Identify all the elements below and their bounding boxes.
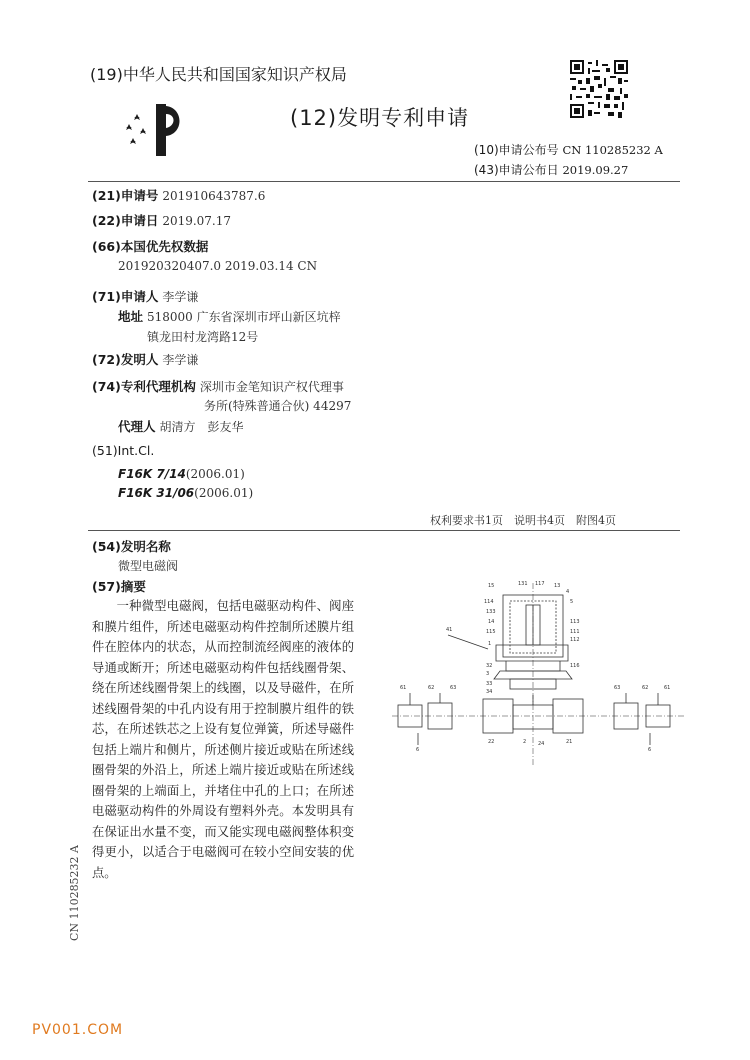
svg-text:13: 13 [554, 583, 561, 589]
svg-text:24: 24 [538, 741, 545, 747]
svg-text:62: 62 [428, 685, 435, 691]
document-type-title: (12)发明专利申请 [290, 106, 470, 130]
application-number-label: (21)申请号 [92, 188, 159, 203]
publication-number-row [474, 141, 663, 158]
ipc-row-2 [118, 482, 253, 501]
side-publication-number: CN 110285232 A [68, 845, 81, 941]
ipc-code-2: F16K 31/06 [118, 486, 195, 500]
cnipa-emblem-logo [118, 100, 188, 160]
svg-text:1: 1 [488, 641, 492, 647]
svg-text:32: 32 [486, 663, 493, 669]
ipc-label-text: (51)Int.Cl. [92, 443, 155, 458]
svg-text:3: 3 [486, 671, 490, 677]
publication-date-row [474, 161, 628, 178]
applicant-row [92, 287, 198, 305]
address-row [118, 307, 341, 325]
priority-label [92, 237, 208, 255]
ipc-row-1 [118, 463, 245, 482]
svg-text:63: 63 [614, 685, 621, 691]
header-divider [88, 181, 680, 182]
agent-label: 代理人 [118, 419, 156, 434]
agency-label: (74)专利代理机构 [92, 379, 196, 394]
priority-data: 201920320407.0 2019.03.14 CN [118, 259, 318, 273]
inventor: 李学谦 [162, 353, 199, 367]
svg-text:33: 33 [486, 681, 493, 687]
abstract-text: 一种微型电磁阀，包括电磁驱动构件、阀座和膜片组件，所述电磁驱动构件控制所述膜片组件在腔体内的状态，从而控制流经阀座的液体的导通或断开；所述电磁驱动构件包括线圈骨架、绕在所述线圈骨架上的线圈，以及导磁件，在所述线圈骨架的中孔内设有用于控制膜片组件的铁芯，在所述铁芯之上设有复位弹簧，所述导磁件包括上端片和侧片，所述侧片接近或贴在所述线圈骨架的外沿上，所述上端片接近或贴在所述线圈骨架的上端面上，并堵住中孔的上口；在所述电磁驱动构件的外周设有塑料外壳。本发明具有在保证出水量不变，而又能实现电磁阀整体积变得更小，以适合于电磁阀可在较小空间安装的优点。 [92, 599, 354, 880]
publication-date: 2019.09.27 [562, 163, 629, 177]
svg-text:115: 115 [486, 629, 496, 635]
application-date-label: (22)申请日 [92, 213, 159, 228]
svg-text:6: 6 [416, 747, 420, 753]
publication-date-label: (43)申请公布日 [474, 163, 559, 177]
ipc-label [92, 443, 154, 458]
ipc-version-1: (2006.01) [185, 467, 245, 481]
svg-text:2: 2 [523, 739, 527, 745]
svg-text:111: 111 [570, 629, 580, 635]
agency-line-1: 深圳市金笔知识产权代理事 [199, 380, 344, 394]
invention-title: 微型电磁阀 [118, 559, 179, 573]
svg-text:14: 14 [488, 619, 495, 625]
svg-text:5: 5 [570, 599, 574, 605]
application-number-row [92, 186, 265, 204]
invention-title-label-text: (54)发明名称 [92, 539, 171, 554]
address-line-2: 镇龙田村龙湾路12号 [147, 330, 259, 344]
svg-text:34: 34 [486, 689, 493, 695]
application-date-row [92, 211, 231, 229]
site-watermark: PV001.COM [32, 1022, 124, 1038]
svg-text:63: 63 [450, 685, 457, 691]
applicant-label: (71)申请人 [92, 289, 159, 304]
body-divider [88, 530, 680, 531]
svg-text:22: 22 [488, 739, 495, 745]
svg-text:61: 61 [400, 685, 407, 691]
svg-text:15: 15 [488, 583, 495, 589]
svg-text:41: 41 [446, 627, 453, 633]
svg-text:116: 116 [570, 663, 580, 669]
agency-row [92, 377, 344, 395]
patent-office-name: (19)中华人民共和国国家知识产权局 [90, 65, 347, 84]
inventor-label: (72)发明人 [92, 352, 159, 367]
ipc-version-2: (2006.01) [194, 486, 254, 500]
agency-line-2: 务所(特殊普通合伙) 44297 [204, 399, 352, 413]
page-counts: 权利要求书1页 说明书4页 附图4页 [430, 514, 616, 527]
inventor-row [92, 350, 198, 368]
application-date: 2019.07.17 [162, 214, 232, 228]
svg-text:113: 113 [570, 619, 580, 625]
address-label: 地址 [118, 309, 144, 324]
ipc-code-1: F16K 7/14 [118, 467, 186, 481]
qr-code [570, 60, 628, 118]
svg-text:133: 133 [486, 609, 496, 615]
agent-row [118, 417, 244, 435]
publication-number: CN 110285232 A [562, 143, 663, 157]
svg-text:61: 61 [664, 685, 671, 691]
agent: 胡清方 彭友华 [159, 420, 244, 434]
publication-number-label: (10)申请公布号 [474, 143, 559, 157]
invention-title-label [92, 537, 171, 555]
svg-text:114: 114 [484, 599, 494, 605]
svg-text:117: 117 [535, 581, 545, 587]
svg-text:21: 21 [566, 739, 573, 745]
address-line-1: 518000 广东省深圳市坪山新区坑梓 [147, 310, 341, 324]
svg-text:4: 4 [566, 589, 570, 595]
application-number: 201910643787.6 [162, 189, 266, 203]
svg-text:62: 62 [642, 685, 649, 691]
abstract-label-text: (57)摘要 [92, 579, 146, 594]
priority-label-text: (66)本国优先权数据 [92, 239, 209, 254]
abstract-label [92, 577, 146, 595]
solenoid-valve-drawing [388, 575, 688, 785]
svg-text:112: 112 [570, 637, 580, 643]
applicant: 李学谦 [162, 290, 199, 304]
svg-text:131: 131 [518, 581, 528, 587]
svg-text:6: 6 [648, 747, 652, 753]
